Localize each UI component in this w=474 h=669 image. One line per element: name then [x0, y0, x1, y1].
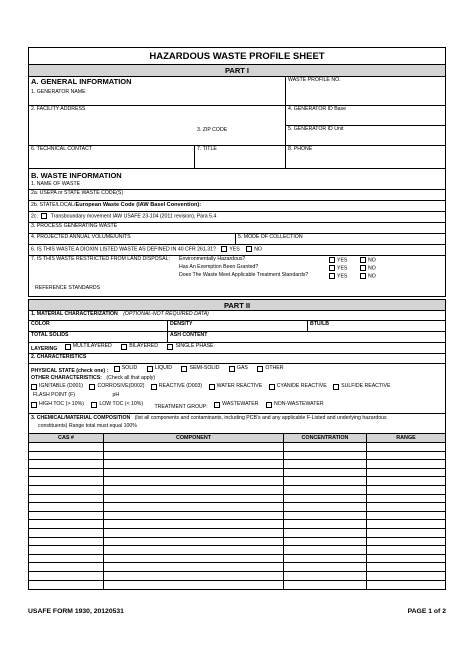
cyanide-reactive-label: CYANIDE REACTIVE [276, 383, 327, 390]
cas-cell[interactable] [29, 495, 104, 503]
part1-header: PART I [28, 65, 446, 77]
title-field[interactable]: 7. TITLE [195, 146, 286, 168]
cas-cell[interactable] [29, 452, 104, 460]
concentration-cell[interactable] [284, 443, 367, 451]
component-cell[interactable] [104, 452, 284, 460]
other-characteristics-label: OTHER CHARACTERISTICS: [31, 375, 102, 381]
dioxin-no-label: NO [254, 246, 262, 253]
range-cell[interactable] [367, 495, 445, 503]
cas-cell[interactable] [29, 486, 104, 494]
generator-name-field[interactable]: 1. GENERATOR NAME [31, 88, 86, 95]
exemption-no-checkbox[interactable] [360, 265, 366, 271]
component-cell[interactable] [104, 477, 284, 485]
layering-row [29, 343, 445, 353]
mode-of-collection-field[interactable]: 5. MODE OF COLLECTION [238, 234, 303, 240]
composition-row [29, 469, 445, 478]
wastewater-checkbox[interactable] [214, 402, 220, 408]
treatment-group-label: TREATMENT GROUP: [154, 404, 208, 410]
cas-cell[interactable] [29, 469, 104, 477]
range-cell[interactable] [367, 477, 445, 485]
component-cell[interactable] [104, 555, 284, 563]
low-toc-checkbox[interactable] [91, 402, 97, 408]
cas-cell[interactable] [29, 581, 104, 590]
ignitable-checkbox[interactable] [31, 384, 37, 390]
cas-cell[interactable] [29, 512, 104, 520]
solid-label: SOLID [121, 365, 138, 372]
land-disposal-question: 7. IS THIS WASTE RESTRICTED FROM LAND DISPOSAL: [31, 256, 170, 262]
check-all-note: (Check all that apply) [106, 375, 156, 381]
gas-checkbox[interactable] [229, 366, 235, 372]
composition-row [29, 546, 445, 555]
cas-cell[interactable] [29, 443, 104, 451]
range-cell[interactable] [367, 443, 445, 451]
water-reactive-label: WATER REACTIVE [216, 383, 263, 390]
land-disposal-section [29, 256, 445, 296]
range-cell[interactable] [367, 538, 445, 546]
concentration-cell[interactable] [284, 469, 367, 477]
composition-row [29, 581, 445, 590]
composition-title: 3. CHEMICAL/MATERIAL COMPOSITION [31, 415, 131, 421]
concentration-cell[interactable] [284, 529, 367, 537]
concentration-cell[interactable] [284, 546, 367, 554]
transboundary-checkbox[interactable] [41, 213, 47, 219]
european-waste-code-label: European Waste Code (IAW Basel Convention): [75, 202, 202, 208]
transboundary-prefix: 2c. [31, 213, 38, 220]
high-toc-label: HIGH TOC (> 10%) [39, 401, 84, 408]
concentration-column-header: CONCENTRATION [284, 434, 367, 442]
multilayered-label: MULTILAYERED [72, 343, 112, 350]
composition-row [29, 529, 445, 538]
concentration-cell[interactable] [284, 538, 367, 546]
density-field[interactable]: DENSITY [168, 321, 308, 331]
component-cell[interactable] [104, 512, 284, 520]
treatment-std-no-checkbox[interactable] [360, 273, 366, 279]
composition-row [29, 555, 445, 564]
non-wastewater-label: NON-WASTEWATER [273, 401, 324, 408]
name-of-waste-field[interactable]: 1. NAME OF WASTE [31, 180, 81, 187]
water-reactive-checkbox[interactable] [209, 384, 215, 390]
single-phase-label: SINGLE PHASE [175, 343, 214, 350]
concentration-cell[interactable] [284, 503, 367, 511]
bilayered-label: BILAYERED [129, 343, 158, 350]
composition-table-header [28, 434, 446, 443]
cas-cell[interactable] [29, 538, 104, 546]
hazardous-waste-form [28, 47, 446, 590]
dioxin-yes-checkbox[interactable] [221, 246, 227, 252]
component-cell[interactable] [104, 563, 284, 571]
composition-range-note: constituents) Range total must equal 100% [38, 422, 137, 429]
corrosive-label: CORROSIVE(D002) [97, 383, 145, 390]
range-cell[interactable] [367, 460, 445, 468]
dioxin-yes-label: YES [229, 246, 240, 253]
range-cell[interactable] [367, 555, 445, 563]
composition-row [29, 443, 445, 452]
ash-content-field[interactable]: ASH CONTENT [170, 332, 208, 338]
range-cell[interactable] [367, 529, 445, 537]
treatment-std-yes-label: YES [337, 273, 348, 280]
concentration-cell[interactable] [284, 460, 367, 468]
material-characterization-title: 1. MATERIAL CHARACTERIZATION [31, 311, 118, 317]
concentration-cell[interactable] [284, 520, 367, 528]
dioxin-question: 6. IS THIS WASTE A DIOXIN LISTED WASTE AS DEFINED IN 40 CFR 261.31? [31, 246, 216, 253]
form-id: USAFE FORM 1930, 20120531 [28, 608, 124, 615]
color-field[interactable]: COLOR [29, 321, 168, 331]
sulfide-reactive-label: SULFIDE REACTIVE [341, 383, 391, 390]
multilayered-checkbox[interactable] [65, 344, 71, 350]
gas-label: GAS [236, 365, 248, 372]
material-characterization-row [29, 311, 445, 320]
low-toc-label: LOW TOC (< 10%) [99, 401, 144, 408]
component-cell[interactable] [104, 572, 284, 580]
composition-instructions: (list all components and contaminants, including PCB's and any applicable F-Listed and underlying hazardous [134, 415, 387, 421]
composition-row [29, 512, 445, 521]
zip-code-label: 3. ZIP CODE [197, 127, 228, 133]
cas-column-header: CAS # [29, 434, 104, 442]
env-hazardous-yes-checkbox[interactable] [329, 257, 335, 263]
range-cell[interactable] [367, 469, 445, 477]
concentration-cell[interactable] [284, 581, 367, 590]
component-cell[interactable] [104, 495, 284, 503]
range-cell[interactable] [367, 546, 445, 554]
treatment-standards-question: Does The Waste Meet Applicable Treatment Standards? [179, 272, 309, 278]
reactive-label: REACTIVE (D003) [158, 383, 203, 390]
section-a-heading: A. GENERAL INFORMATION [31, 77, 132, 86]
generator-id-unit-field[interactable]: 5. GENERATOR ID Unit [288, 126, 344, 132]
component-cell[interactable] [104, 529, 284, 537]
component-cell[interactable] [104, 503, 284, 511]
part2-header: PART II [28, 299, 446, 311]
concentration-cell[interactable] [284, 555, 367, 563]
component-cell[interactable] [104, 546, 284, 554]
range-cell[interactable] [367, 452, 445, 460]
cas-cell[interactable] [29, 546, 104, 554]
form-footer [28, 608, 446, 615]
cas-cell[interactable] [29, 555, 104, 563]
concentration-cell[interactable] [284, 563, 367, 571]
exemption-no-label: NO [368, 265, 376, 272]
transboundary-row [29, 212, 445, 222]
waste-codes-field[interactable]: 2a. USEPA or STATE WASTE CODE(S) [31, 190, 124, 196]
reference-standards-label: REFERENCE STANDARDS [35, 285, 101, 291]
treatment-std-yes-checkbox[interactable] [329, 273, 335, 279]
range-cell[interactable] [367, 486, 445, 494]
concentration-cell[interactable] [284, 512, 367, 520]
composition-row [29, 495, 445, 504]
facility-address-field[interactable] [29, 106, 286, 145]
cas-cell[interactable] [29, 477, 104, 485]
composition-row [29, 520, 445, 529]
composition-row [29, 486, 445, 495]
cas-cell[interactable] [29, 572, 104, 580]
component-cell[interactable] [104, 538, 284, 546]
exemption-question: Has An Exemption Been Granted? [179, 264, 259, 270]
concentration-cell[interactable] [284, 486, 367, 494]
generator-id-base-field[interactable]: 4. GENERATOR ID Base [286, 106, 445, 126]
physical-state-label: PHYSICAL STATE (check one) : [31, 368, 109, 374]
treatment-std-no-label: NO [368, 273, 376, 280]
component-column-header: COMPONENT [104, 434, 284, 442]
exemption-yes-checkbox[interactable] [329, 265, 335, 271]
wastewater-label: WASTEWATER [222, 401, 259, 408]
facility-address-label: 2. FACILITY ADDRESS [31, 106, 86, 112]
phone-field[interactable]: 8. PHONE [288, 146, 313, 152]
semi-solid-checkbox[interactable] [181, 366, 187, 372]
range-column-header: RANGE [396, 435, 416, 441]
european-waste-code-field[interactable] [29, 201, 445, 211]
btu-field[interactable]: BTU/LB [310, 321, 330, 327]
ignitable-label: IGNITABLE (D001) [39, 383, 84, 390]
exemption-yes-label: YES [337, 265, 348, 272]
liquid-checkbox[interactable] [147, 366, 153, 372]
other-checkbox[interactable] [257, 366, 263, 372]
dioxin-row [29, 245, 445, 255]
ph-label: pH [112, 392, 120, 398]
sulfide-reactive-checkbox[interactable] [333, 384, 339, 390]
composition-table [28, 443, 446, 590]
general-info-section [29, 77, 286, 105]
concentration-cell[interactable] [284, 477, 367, 485]
waste-info-section [29, 169, 445, 189]
page-number: PAGE 1 of 2 [407, 608, 446, 615]
single-phase-checkbox[interactable] [167, 344, 173, 350]
component-cell[interactable] [104, 520, 284, 528]
cas-cell[interactable] [29, 520, 104, 528]
cyanide-reactive-checkbox[interactable] [269, 384, 275, 390]
composition-row [29, 572, 445, 581]
non-wastewater-checkbox[interactable] [266, 402, 272, 408]
range-cell[interactable] [367, 563, 445, 571]
other-label: OTHER [265, 365, 284, 372]
solid-checkbox[interactable] [114, 366, 120, 372]
cas-cell[interactable] [29, 460, 104, 468]
range-cell[interactable] [367, 520, 445, 528]
composition-row [29, 460, 445, 469]
flash-point-label: FLASH POINT (F) [33, 392, 75, 398]
liquid-label: LIQUID [154, 365, 173, 372]
component-cell[interactable] [104, 581, 284, 590]
range-cell[interactable] [367, 581, 445, 590]
optional-note: (OPTIONAL-NOT REQUIRED DATA) [123, 311, 209, 317]
dioxin-no-checkbox[interactable] [246, 246, 252, 252]
process-generating-waste-field[interactable]: 3. PROCESS GENERATING WASTE [31, 223, 118, 229]
composition-row [29, 452, 445, 461]
cas-cell[interactable] [29, 529, 104, 537]
semi-solid-label: SEMI-SOLID [189, 365, 220, 372]
section-b-heading: B. WASTE INFORMATION [31, 171, 122, 180]
characteristics-section [29, 364, 445, 413]
reactive-checkbox[interactable] [151, 384, 157, 390]
cas-cell[interactable] [29, 503, 104, 511]
concentration-cell[interactable] [284, 495, 367, 503]
annual-volume-field[interactable]: 4. PROJECTED ANNUAL VOLUME/UNITS [29, 234, 236, 244]
range-cell[interactable] [367, 572, 445, 580]
bilayered-checkbox[interactable] [121, 344, 127, 350]
env-hazardous-question: Environmentally Hazardous? [179, 256, 246, 262]
env-hazardous-no-checkbox[interactable] [360, 257, 366, 263]
component-cell[interactable] [104, 486, 284, 494]
layering-label: LAYERING [31, 346, 58, 352]
component-cell[interactable] [104, 469, 284, 477]
composition-row [29, 503, 445, 512]
state-local-label: 2b. STATE/LOCAL/ [31, 202, 76, 208]
env-hazardous-no-label: NO [368, 257, 376, 264]
concentration-cell[interactable] [284, 452, 367, 460]
technical-contact-field[interactable]: 6. TECHNICAL CONTACT [29, 146, 195, 168]
transboundary-label: Transboundary movement IAW USAFE 23-104 (2011 revision), Para 5.4 [50, 213, 217, 220]
composition-section [29, 414, 445, 433]
range-cell[interactable] [367, 503, 445, 511]
env-hazardous-yes-label: YES [337, 257, 348, 264]
characteristics-heading: 2. CHARACTERISTICS [31, 354, 87, 360]
form-title: HAZARDOUS WASTE PROFILE SHEET [28, 47, 446, 65]
high-toc-checkbox[interactable] [31, 402, 37, 408]
composition-row [29, 477, 445, 486]
total-solids-field[interactable]: TOTAL SOLIDS [29, 332, 168, 342]
range-cell[interactable] [367, 512, 445, 520]
concentration-cell[interactable] [284, 572, 367, 580]
composition-row [29, 563, 445, 572]
composition-row [29, 538, 445, 547]
component-cell[interactable] [104, 460, 284, 468]
waste-profile-no-field[interactable]: WASTE PROFILE NO. [288, 77, 341, 83]
component-cell[interactable] [104, 443, 284, 451]
corrosive-checkbox[interactable] [89, 384, 95, 390]
cas-cell[interactable] [29, 563, 104, 571]
